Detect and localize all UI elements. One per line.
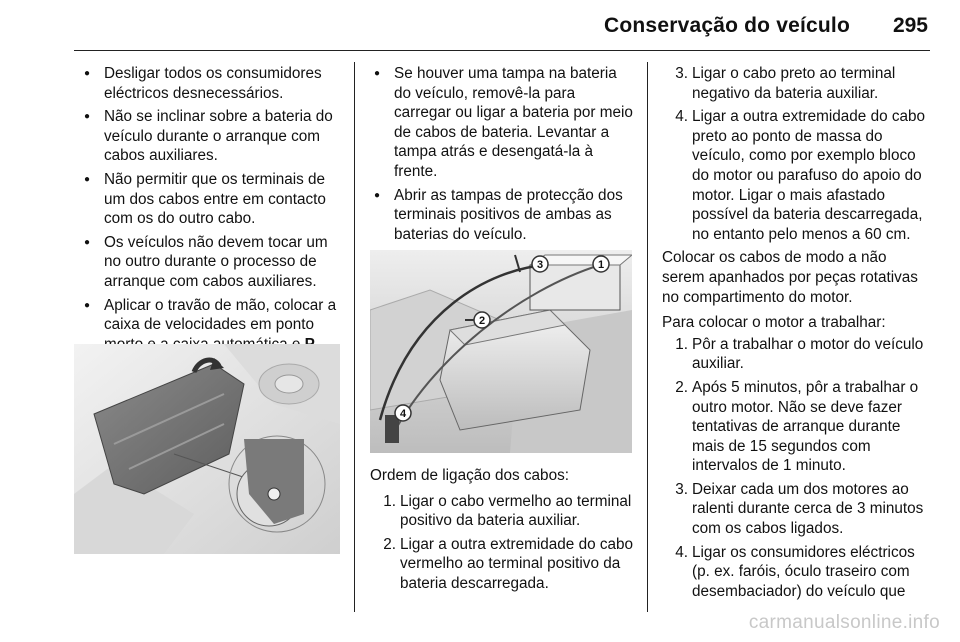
step-number: 2. (383, 535, 396, 553)
list-item (370, 535, 636, 594)
watermark: carmanualsonline.info (748, 612, 940, 633)
step-number: 1. (675, 335, 688, 353)
battery-cover-drawing (74, 344, 340, 554)
step-text: Ligar os consumidores eléctricos (p. ex. faróis, óculo traseiro com desembaciador) do veículo que (692, 543, 915, 600)
list-item (370, 492, 636, 531)
jump-start-drawing (370, 250, 632, 453)
step-text: Ligar o cabo vermelho ao terminal positivo da bateria auxiliar. (400, 492, 632, 530)
list-item-text: Os veículos não devem tocar um no outro durante o processo de arranque com cabos auxiliares. (104, 233, 328, 290)
list-item (80, 64, 342, 103)
step-text: Pôr a trabalhar o motor do veículo auxiliar. (692, 335, 924, 373)
page-number: 295 (892, 14, 928, 37)
step-text: Ligar a outra extremidade do cabo preto ao ponto de massa do veículo, como por exemplo bloco do motor ou parafuso do apoio do motor. Ligar o mais afastado possível da bateria descarregada, no entanto pelo menos a 60 cm. (692, 108, 926, 243)
column-3 (662, 64, 932, 605)
list-item (370, 64, 636, 182)
battery-cover-illustration (74, 344, 340, 554)
step-number: 3. (675, 65, 688, 82)
step-number: 1. (383, 492, 396, 510)
list-item-text: Abrir as tampas de protecção dos terminais positivos de ambas as baterias do veículo. (394, 186, 623, 243)
callout-4: 4 (399, 408, 407, 420)
step-number: 2. (675, 378, 688, 396)
list-item (662, 543, 932, 602)
column-2-steps (370, 466, 636, 598)
step-text: Ligar a outra extremidade do cabo vermelho ao terminal positivo da bateria descarregada. (400, 535, 634, 592)
step-number: 4. (675, 108, 688, 126)
callout-2: 2 (478, 315, 486, 327)
column-1 (80, 64, 342, 358)
callout-3: 3 (536, 259, 544, 271)
list-item-text: Não permitir que os terminais de um dos cabos entre em contacto com os do outro cabo. (104, 170, 326, 228)
list-item (662, 64, 932, 103)
list-item (80, 233, 342, 292)
column-divider-2 (647, 62, 648, 612)
list-item (80, 107, 342, 166)
list-item (370, 186, 636, 245)
step-text: Ligar o cabo preto ao terminal negativo da bateria auxiliar. (692, 65, 896, 102)
list-item-text: Aplicar o travão de mão, colocar a caixa de velocidades em ponto (104, 296, 337, 334)
paragraph: Colocar os cabos de modo a não serem apanhados por peças rotativas no compartimento do motor. (662, 249, 918, 306)
list-item (662, 378, 932, 476)
list-item (662, 107, 932, 244)
page-title: Conservação do veículo (604, 14, 850, 37)
header-rule (74, 50, 930, 51)
list-item-text: Desligar todos os consumidores eléctricos desnecessários. (104, 65, 322, 102)
column-2 (370, 64, 636, 248)
callout-1: 1 (597, 259, 605, 271)
list-item-text: Não se inclinar sobre a bateria do veículo durante o arranque com cabos auxiliares. (104, 108, 333, 165)
step-number: 3. (675, 480, 688, 498)
steps-intro: Ordem de ligação dos cabos: (370, 467, 569, 484)
list-item (662, 335, 932, 374)
step-text: Após 5 minutos, pôr a trabalhar o outro motor. Não se deve fazer tentativas de arranque durante mais de 15 segundos com intervalos de 1 minuto. (692, 378, 919, 475)
paragraph: Para colocar o motor a trabalhar: (662, 314, 886, 332)
step-number: 4. (675, 543, 688, 561)
list-item-text: Se houver uma tampa na bateria do veículo, removê-la para carregar ou ligar a bateria por meio de cabos de bateria. Levantar a tampa atrás e desengatá-la à frente. (394, 65, 633, 180)
jump-start-illustration (370, 250, 632, 453)
list-item (662, 480, 932, 539)
column-divider-1 (354, 62, 355, 612)
list-item (80, 170, 342, 229)
step-text: Deixar cada um dos motores ao ralenti durante cerca de 3 minutos com os cabos ligados. (692, 480, 924, 538)
